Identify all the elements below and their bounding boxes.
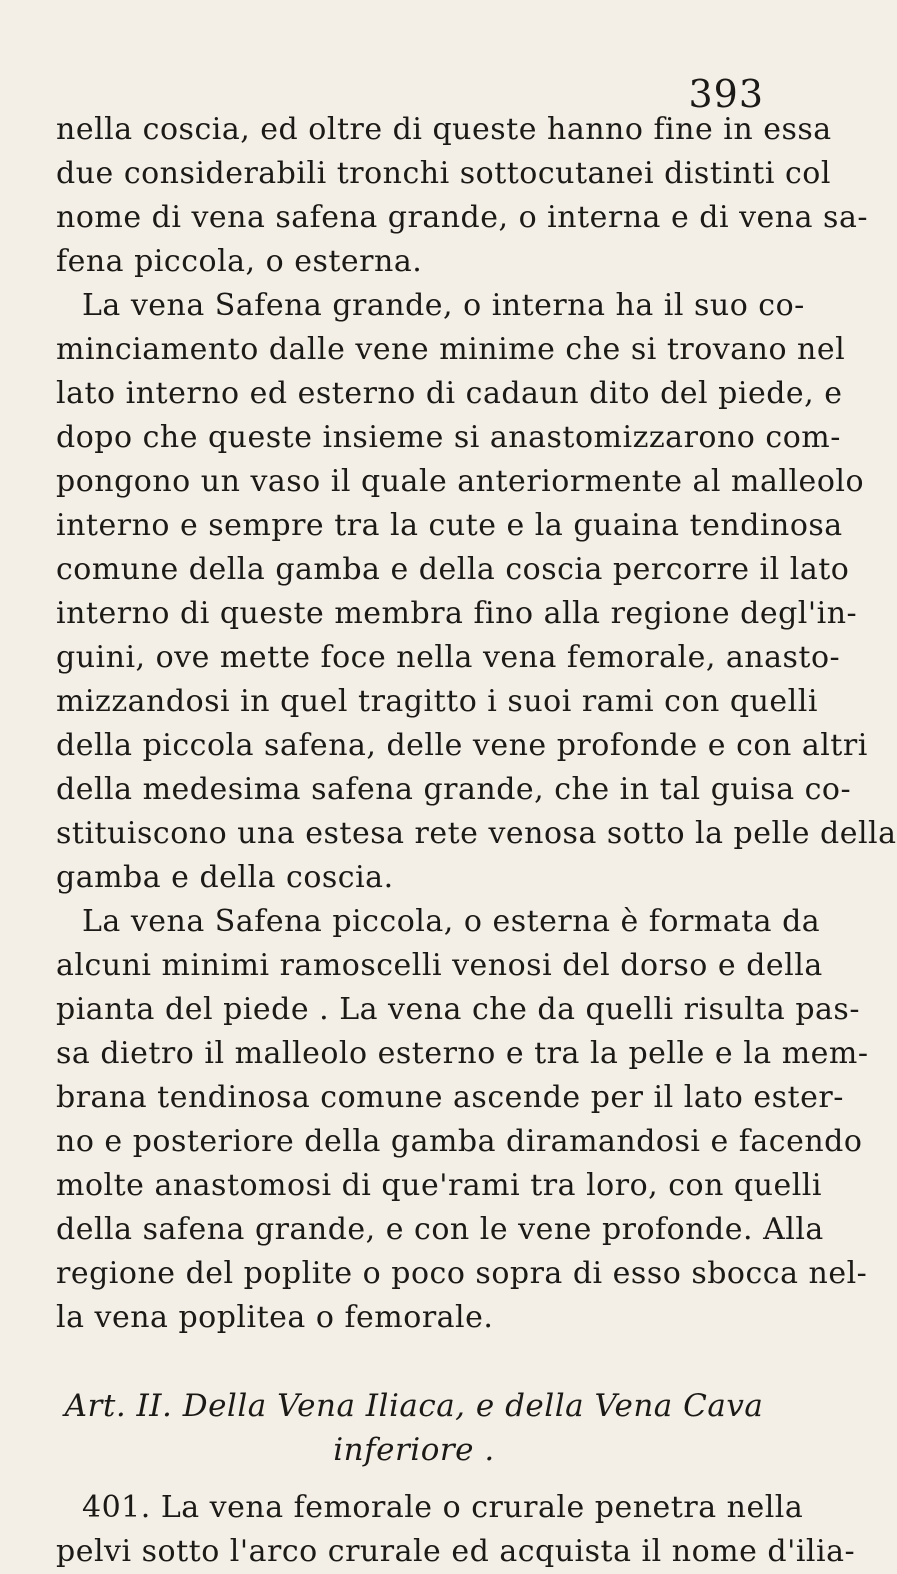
text-line: pongono un vaso il quale anteriormente al malleolo	[56, 464, 865, 499]
text-line: della safena grande, e con le vene profonde. Alla	[56, 1212, 824, 1247]
text-line: alcuni minimi ramoscelli venosi del dorso e della	[56, 948, 823, 983]
text-line: molte anastomosi di que'rami tra loro, con quelli	[56, 1168, 822, 1203]
text-line: no e posteriore della gamba diramandosi e facendo	[56, 1124, 863, 1159]
text-line: due considerabili tronchi sottocutanei distinti col	[56, 156, 831, 191]
text-line: la vena poplitea o femorale.	[56, 1300, 494, 1335]
text-line: della piccola safena, delle vene profonde e con altri	[56, 728, 868, 763]
paragraph-continuation	[56, 108, 868, 284]
paragraph-401	[56, 1486, 856, 1574]
text-line: nella coscia, ed oltre di queste hanno fine in essa	[56, 112, 832, 147]
text-line: mizzandosi in quel tragitto i suoi rami con quelli	[56, 684, 818, 719]
text-line: sa dietro il malleolo esterno e tra la pelle e la mem-	[56, 1036, 869, 1071]
text-line: minciamento dalle vene minime che si trovano nel	[56, 332, 846, 367]
text-line: comune della gamba e della coscia percorre il lato	[56, 552, 850, 587]
text-line: La vena Safena piccola, o esterna è formata da	[82, 904, 821, 939]
text-line: pianta del piede . La vena che da quelli risulta pas-	[56, 992, 860, 1027]
text-line: stituiscono una estesa rete venosa sotto la pelle della	[56, 816, 897, 851]
section-heading-line: Art. II. Della Vena Iliaca, e della Vena Cava	[64, 1388, 764, 1424]
paragraph-safena-grande	[56, 284, 897, 900]
text-line: fena piccola, o esterna.	[56, 244, 423, 279]
text-line: della medesima safena grande, che in tal guisa co-	[56, 772, 852, 807]
text-line: dopo che queste insieme si anastomizzarono com-	[56, 420, 841, 455]
text-line: interno di queste membra fino alla regione degl'in-	[56, 596, 858, 631]
text-line: brana tendinosa comune ascende per il lato ester-	[56, 1080, 844, 1115]
text-line: nome di vena safena grande, o interna e di vena sa-	[56, 200, 868, 235]
text-line: regione del poplite o poco sopra di esso sbocca nel-	[56, 1256, 868, 1291]
page-body	[56, 108, 897, 1574]
page-number: 393	[688, 72, 764, 116]
paragraph-safena-piccola	[56, 900, 869, 1340]
text-line: guini, ove mette foce nella vena femorale, anasto-	[56, 640, 841, 675]
text-line: interno e sempre tra la cute e la guaina tendinosa	[56, 508, 843, 543]
text-line: 401. La vena femorale o crurale penetra nella	[82, 1490, 804, 1525]
text-line: lato interno ed esterno di cadaun dito del piede, e	[56, 376, 843, 411]
section-heading-line: inferiore .	[333, 1432, 495, 1468]
text-line: gamba e della coscia.	[56, 860, 394, 895]
text-line: La vena Safena grande, o interna ha il suo co-	[82, 288, 805, 323]
text-line: pelvi sotto l'arco crurale ed acquista il nome d'ilia-	[56, 1534, 856, 1569]
section-heading	[56, 1384, 772, 1472]
